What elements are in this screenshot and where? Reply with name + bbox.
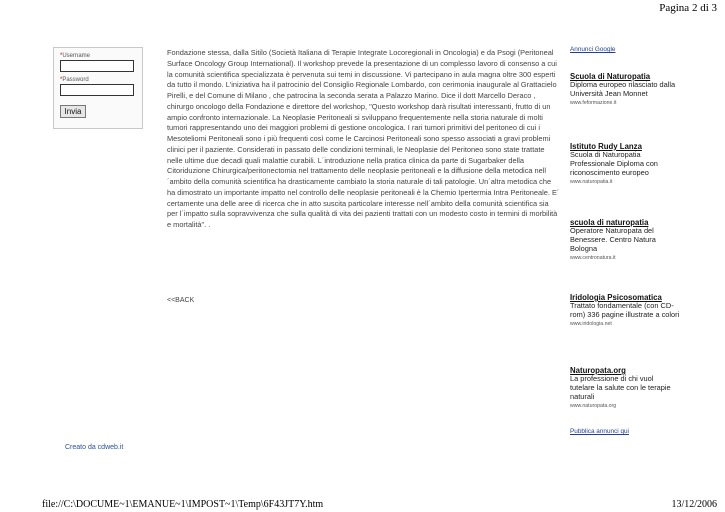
ad-url[interactable]: www.centronatura.it [570,254,616,261]
print-file-path: file://C:\DOCUME~1\EMANUE~1\IMPOST~1\Temp\6F43JT7Y.htm [42,499,324,510]
print-date: 13/12/2006 [671,499,717,510]
article-text: Fondazione stessa, dalla Sitilo (Società Italiana di Terapie Integrate Locoregionali in Oncologia) e da Psogi (Peritoneal Surface Oncology Group International). Il workshop prevede la presentazione di un complesso lavoro di consenso a cui la comunità scientifica specializzata è pervenuta sui temi in discussione. Vi partecipano in aula magna oltre 300 esperti da tutto il mondo. L'iniziativa ha il patrocinio del Consiglio Regionale Lombardo, con cerimonia inaugurale al Grattacielo Pirelli, e del Comune di Milano , che patrocina la seconda serata a Palazzo Marino. Dice il dott Marcello Deraco , chirurgo oncologo della Fondazione e direttore del workshop, "Questo workshop darà risultati interessanti, frutto di un ampio confronto internazionale. La Neoplasie Peritoneali si sviluppano frequentemente nella storia naturale di molti tumori rappresentando uno dei maggiori problemi di gestione oncologica. I rari tumori primitivi del peritoneo di cui i Mesoteliomi Peritoneali sono i più frequenti così come le Carcinosi Peritoneali sono spesso associati a gravi problemi clinici per il paziente. Considerati in passato delle condizioni terminali, le Neoplasie del Peritoneo sono state trattate nelle ultime due decadi quali malattie curabili. L´introduzione nella pratica clinica da parte di Sugarbaker della Citoriduzione Chirurgica/peritonectomia nel trattamento delle neoplasie peritoneali e la diffusione della metodica nell´ambito della comunità scientifica ha drasticamente cambiato la storia naturale di tali patologie. Un´altra metodica che ha dimostrato un importante impatto nel controllo delle neoplasie peritoneali è la Chemio Ipertermia Intra Peritoneale. E´ certamente una delle aree di ricerca che in atto suscita particolare interesse nell´ambito della comunità scientifica sia per l´impatto sulla sopravvivenza che sulla qualità di vita dei pazienti trattati con un modesto costo in termini di morbilità e mortalità". . [167,48,560,229]
ad-url[interactable]: www.naturopatia.it [570,178,613,185]
required-mark: * [60,77,63,83]
ad-title-link[interactable]: Naturopata.org [570,366,626,375]
ad-item [570,72,680,142]
print-page-number: Pagina 2 di 3 [659,2,717,14]
ad-item [570,142,680,218]
ads-footer-link[interactable]: Pubblica annunci qui [570,428,629,435]
password-label-text: Password [62,77,89,83]
password-label [60,76,136,84]
password-input[interactable] [60,84,134,96]
ad-title-link[interactable]: scuola di naturopatia [570,218,649,227]
ad-text: Diploma europeo rilasciato dalla Università Jean Monnet [570,80,676,98]
login-box [53,47,143,129]
ad-text: La professione di chi vuol tutelare la salute con le terapie naturali [570,374,671,401]
ad-title-link[interactable]: Scuola di Naturopatia [570,72,651,81]
article-body [167,48,561,231]
ad-url[interactable]: www.feformazione.it [570,99,617,106]
ad-title-link[interactable]: Iridologia Psicosomatica [570,293,662,302]
ad-url[interactable]: www.naturopata.org [570,402,617,409]
username-input[interactable] [60,60,134,72]
username-label [60,52,136,60]
ads-header-link[interactable]: Annunci Google [570,46,616,53]
back-link[interactable]: <<BACK [167,297,195,304]
ad-url[interactable]: www.iridologia.net [570,320,612,327]
created-by-link[interactable]: Creato da cdweb.it [65,444,124,451]
ad-item [570,218,680,293]
ad-text: Trattato fondamentale (con CD-rom) 336 pagine illustrate a colori [570,301,680,319]
ad-item [570,366,680,428]
username-label-text: Username [62,53,91,59]
ad-text: Scuola di Naturopatia Professionale Diploma con riconoscimento europeo [570,150,658,177]
required-mark: * [60,53,63,59]
ads-column [570,46,680,435]
submit-button[interactable]: Invia [60,105,86,118]
ad-item [570,293,680,366]
ad-text: Operatore Naturopata del Benessere. Centro Natura Bologna [570,226,656,253]
ad-title-link[interactable]: Istituto Rudy Lanza [570,142,642,151]
